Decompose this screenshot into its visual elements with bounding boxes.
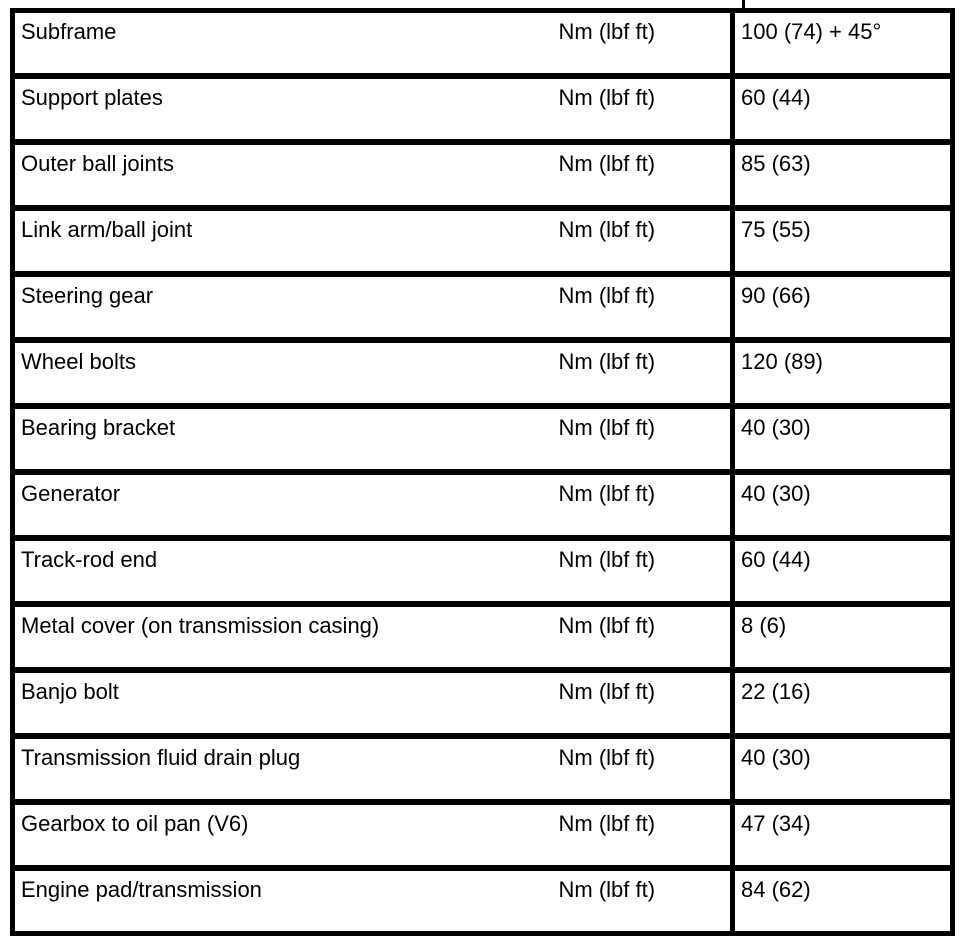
torque-value: 40 (30) xyxy=(733,406,953,472)
unit-label: Nm (lbf ft) xyxy=(553,868,733,934)
component-name: Transmission fluid drain plug xyxy=(13,736,553,802)
torque-value: 90 (66) xyxy=(733,274,953,340)
component-name: Steering gear xyxy=(13,274,553,340)
component-name: Banjo bolt xyxy=(13,670,553,736)
table-row xyxy=(13,340,953,406)
unit-label: Nm (lbf ft) xyxy=(553,802,733,868)
table-row xyxy=(13,604,953,670)
unit-label: Nm (lbf ft) xyxy=(553,604,733,670)
table-row xyxy=(13,406,953,472)
component-name: Engine pad/transmission xyxy=(13,868,553,934)
component-name: Bearing bracket xyxy=(13,406,553,472)
torque-table-body xyxy=(13,11,953,934)
torque-value: 85 (63) xyxy=(733,142,953,208)
table-row xyxy=(13,868,953,934)
torque-value: 60 (44) xyxy=(733,76,953,142)
table-row xyxy=(13,142,953,208)
torque-value: 22 (16) xyxy=(733,670,953,736)
component-name: Link arm/ball joint xyxy=(13,208,553,274)
torque-specifications-table xyxy=(10,8,955,936)
unit-label: Nm (lbf ft) xyxy=(553,340,733,406)
torque-value: 120 (89) xyxy=(733,340,953,406)
unit-label: Nm (lbf ft) xyxy=(553,142,733,208)
component-name: Support plates xyxy=(13,76,553,142)
unit-label: Nm (lbf ft) xyxy=(553,406,733,472)
torque-value: 84 (62) xyxy=(733,868,953,934)
unit-label: Nm (lbf ft) xyxy=(553,208,733,274)
table-row xyxy=(13,11,953,77)
table-row xyxy=(13,472,953,538)
torque-value: 75 (55) xyxy=(733,208,953,274)
table-row xyxy=(13,208,953,274)
unit-label: Nm (lbf ft) xyxy=(553,472,733,538)
table-row xyxy=(13,274,953,340)
torque-value: 60 (44) xyxy=(733,538,953,604)
component-name: Subframe xyxy=(21,19,117,44)
table-row xyxy=(13,736,953,802)
unit-label: Nm (lbf ft) xyxy=(558,19,656,44)
component-name: Generator xyxy=(13,472,553,538)
unit-label: Nm (lbf ft) xyxy=(553,538,733,604)
unit-label: Nm (lbf ft) xyxy=(553,670,733,736)
component-name: Wheel bolts xyxy=(13,340,553,406)
table-row xyxy=(13,802,953,868)
unit-label: Nm (lbf ft) xyxy=(553,76,733,142)
torque-value: 40 (30) xyxy=(733,472,953,538)
component-name: Track-rod end xyxy=(13,538,553,604)
torque-value: 47 (34) xyxy=(733,802,953,868)
table-row xyxy=(13,670,953,736)
unit-label: Nm (lbf ft) xyxy=(553,274,733,340)
torque-value: 100 (74) + 45° xyxy=(733,11,953,77)
component-name: Outer ball joints xyxy=(13,142,553,208)
torque-value: 8 (6) xyxy=(733,604,953,670)
component-name: Metal cover (on transmission casing) xyxy=(13,604,553,670)
table-row xyxy=(13,538,953,604)
table-row xyxy=(13,76,953,142)
unit-label: Nm (lbf ft) xyxy=(553,736,733,802)
torque-value: 40 (30) xyxy=(733,736,953,802)
component-name: Gearbox to oil pan (V6) xyxy=(13,802,553,868)
